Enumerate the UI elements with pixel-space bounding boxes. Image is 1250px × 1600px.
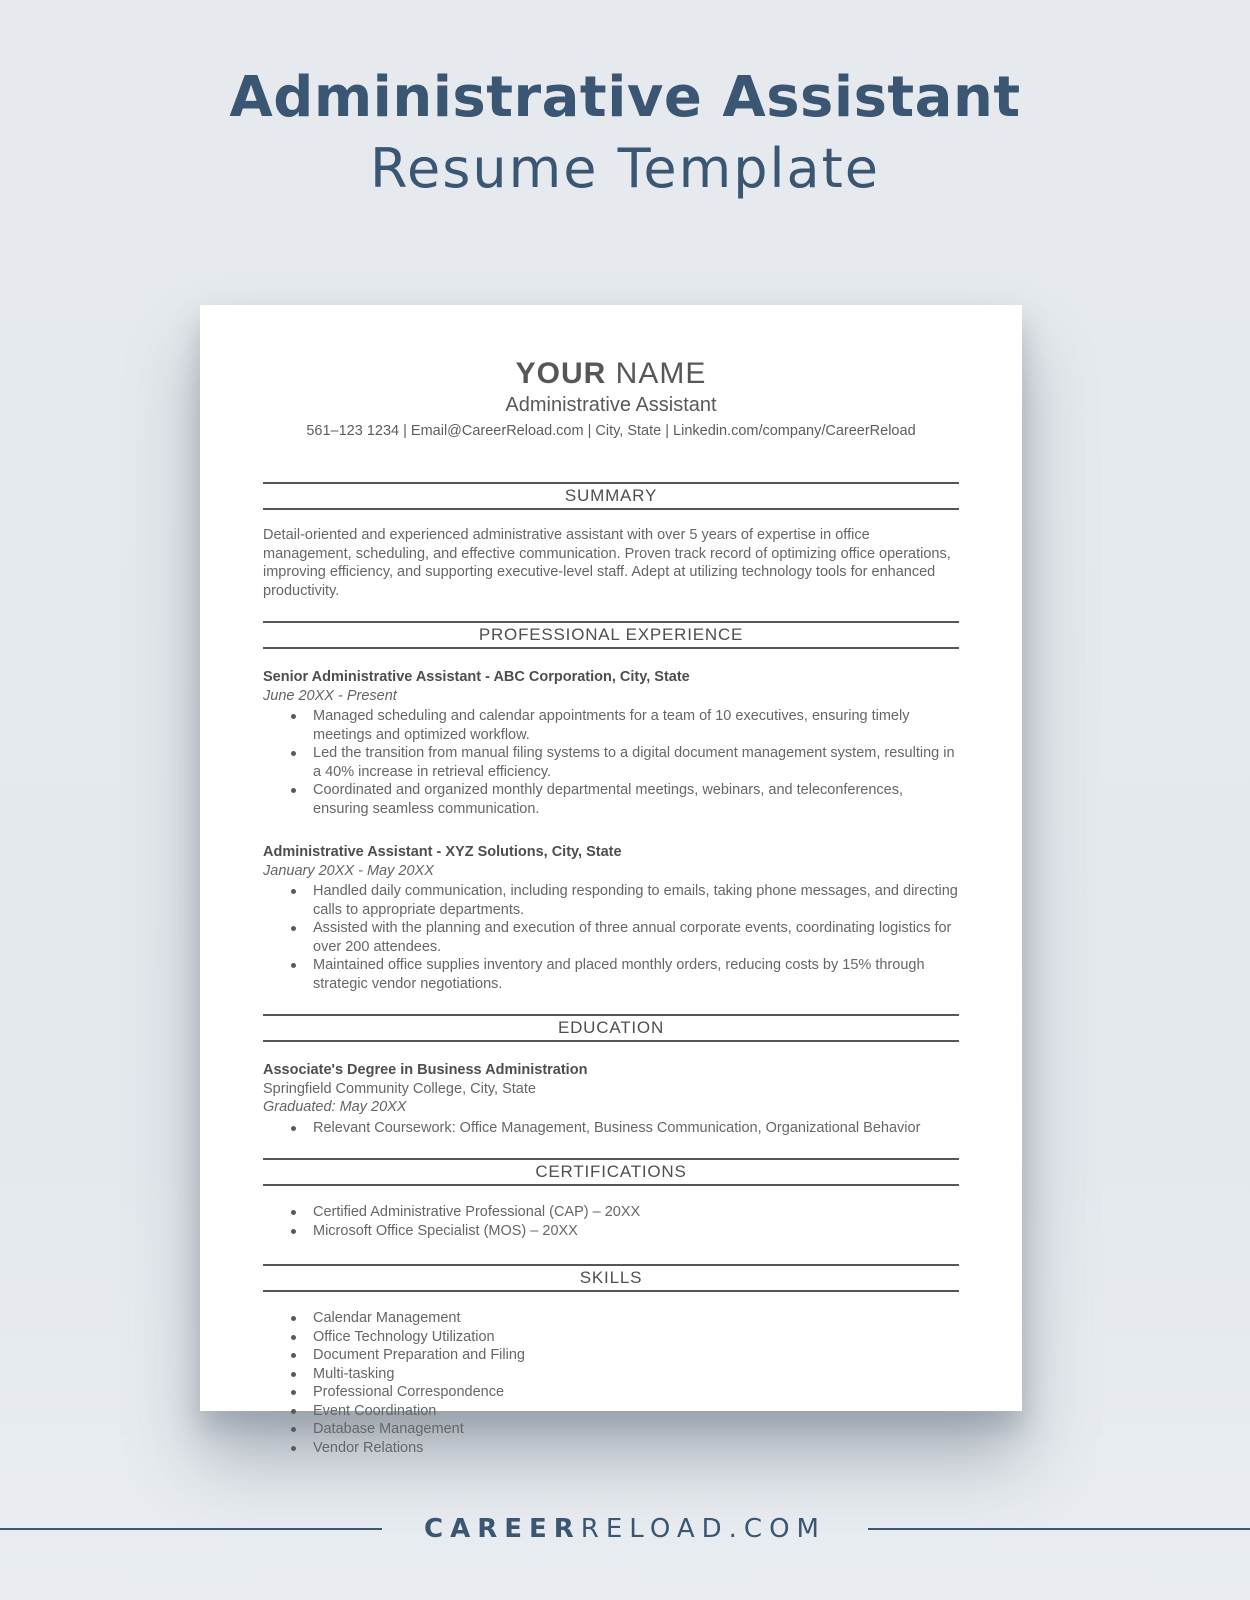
education-degree: Associate's Degree in Business Administration (263, 1062, 588, 1078)
hero-title-line2: Resume Template (369, 136, 881, 200)
job-bullet: Coordinated and organized monthly departmental meetings, webinars, and teleconferences, ensuring seamless communication. (263, 781, 959, 818)
section-heading-experience: PROFESSIONAL EXPERIENCE (263, 621, 959, 649)
job-title: Administrative Assistant - XYZ Solutions, City, State (263, 844, 622, 860)
summary-paragraph: Detail-oriented and experienced administrative assistant with over 5 years of expertise in office management, scheduling, and effective communication. Proven track record of optimizing office operations, improving efficiency, and supporting executive-level staff. Adept at utilizing technology tools for enhanced productivity. (263, 527, 951, 599)
job-bullet: Assisted with the planning and execution of three annual corporate events, coordinating logistics for over 200 attendees. (263, 919, 959, 956)
education-entry (263, 1061, 959, 1137)
footer-brand (424, 1514, 826, 1544)
resume-page (200, 305, 1022, 1456)
resume-contact-line: 561–123 1234 | Email@CareerReload.com | City, State | Linkedin.com/company/CareerReload (306, 422, 916, 439)
resume-headline: Administrative Assistant (505, 394, 717, 416)
hero-title (0, 62, 1250, 203)
job-entry (263, 668, 959, 818)
section-heading-summary: SUMMARY (263, 482, 959, 510)
footer-brand-regular: RELOAD.COM (580, 1514, 826, 1544)
education-bullet: Relevant Coursework: Office Management, Business Communication, Organizational Behavior (263, 1119, 959, 1138)
site-footer (0, 1502, 1250, 1556)
job-bullet: Maintained office supplies inventory and placed monthly orders, reducing costs by 15% through strategic vendor negotiations. (263, 956, 959, 993)
skills-list (263, 1309, 959, 1457)
skill-item: Professional Correspondence (263, 1383, 959, 1402)
job-dates: January 20XX - May 20XX (263, 862, 434, 879)
skill-item: Calendar Management (263, 1309, 959, 1328)
education-school: Springfield Community College, City, State (263, 1080, 536, 1097)
job-bullet: Led the transition from manual filing systems to a digital document management system, resulting in a 40% increase in retrieval efficiency. (263, 744, 959, 781)
skill-item: Event Coordination (263, 1402, 959, 1421)
skill-item: Vendor Relations (263, 1439, 959, 1458)
job-bullet-list (263, 882, 959, 993)
skill-item: Document Preparation and Filing (263, 1346, 959, 1365)
resume-name-last: NAME (606, 357, 707, 390)
education-bullet-list (263, 1119, 959, 1138)
footer-left-rule (0, 1528, 382, 1530)
job-dates: June 20XX - Present (263, 687, 397, 704)
footer-right-rule (868, 1528, 1250, 1530)
resume-header (263, 357, 959, 440)
section-heading-certifications: CERTIFICATIONS (263, 1158, 959, 1186)
skill-item: Database Management (263, 1420, 959, 1439)
skill-item: Office Technology Utilization (263, 1328, 959, 1347)
section-heading-education: EDUCATION (263, 1014, 959, 1042)
certification-item: Certified Administrative Professional (CAP) – 20XX (263, 1203, 959, 1222)
job-title: Senior Administrative Assistant - ABC Corporation, City, State (263, 669, 690, 685)
education-graduation: Graduated: May 20XX (263, 1099, 407, 1115)
job-bullet: Managed scheduling and calendar appointments for a team of 10 executives, ensuring timely meetings and optimized workflow. (263, 707, 959, 744)
footer-brand-bold: CAREER (424, 1514, 581, 1544)
section-heading-skills: SKILLS (263, 1264, 959, 1292)
hero-title-line1: Administrative Assistant (229, 65, 1021, 130)
certifications-list (263, 1203, 959, 1240)
job-bullet: Handled daily communication, including responding to emails, taking phone messages, and directing calls to appropriate departments. (263, 882, 959, 919)
resume-name (263, 357, 959, 391)
job-bullet-list (263, 707, 959, 818)
skill-item: Multi-tasking (263, 1365, 959, 1384)
resume-name-first: YOUR (515, 357, 607, 390)
job-entry (263, 843, 959, 993)
certification-item: Microsoft Office Specialist (MOS) – 20XX (263, 1222, 959, 1241)
